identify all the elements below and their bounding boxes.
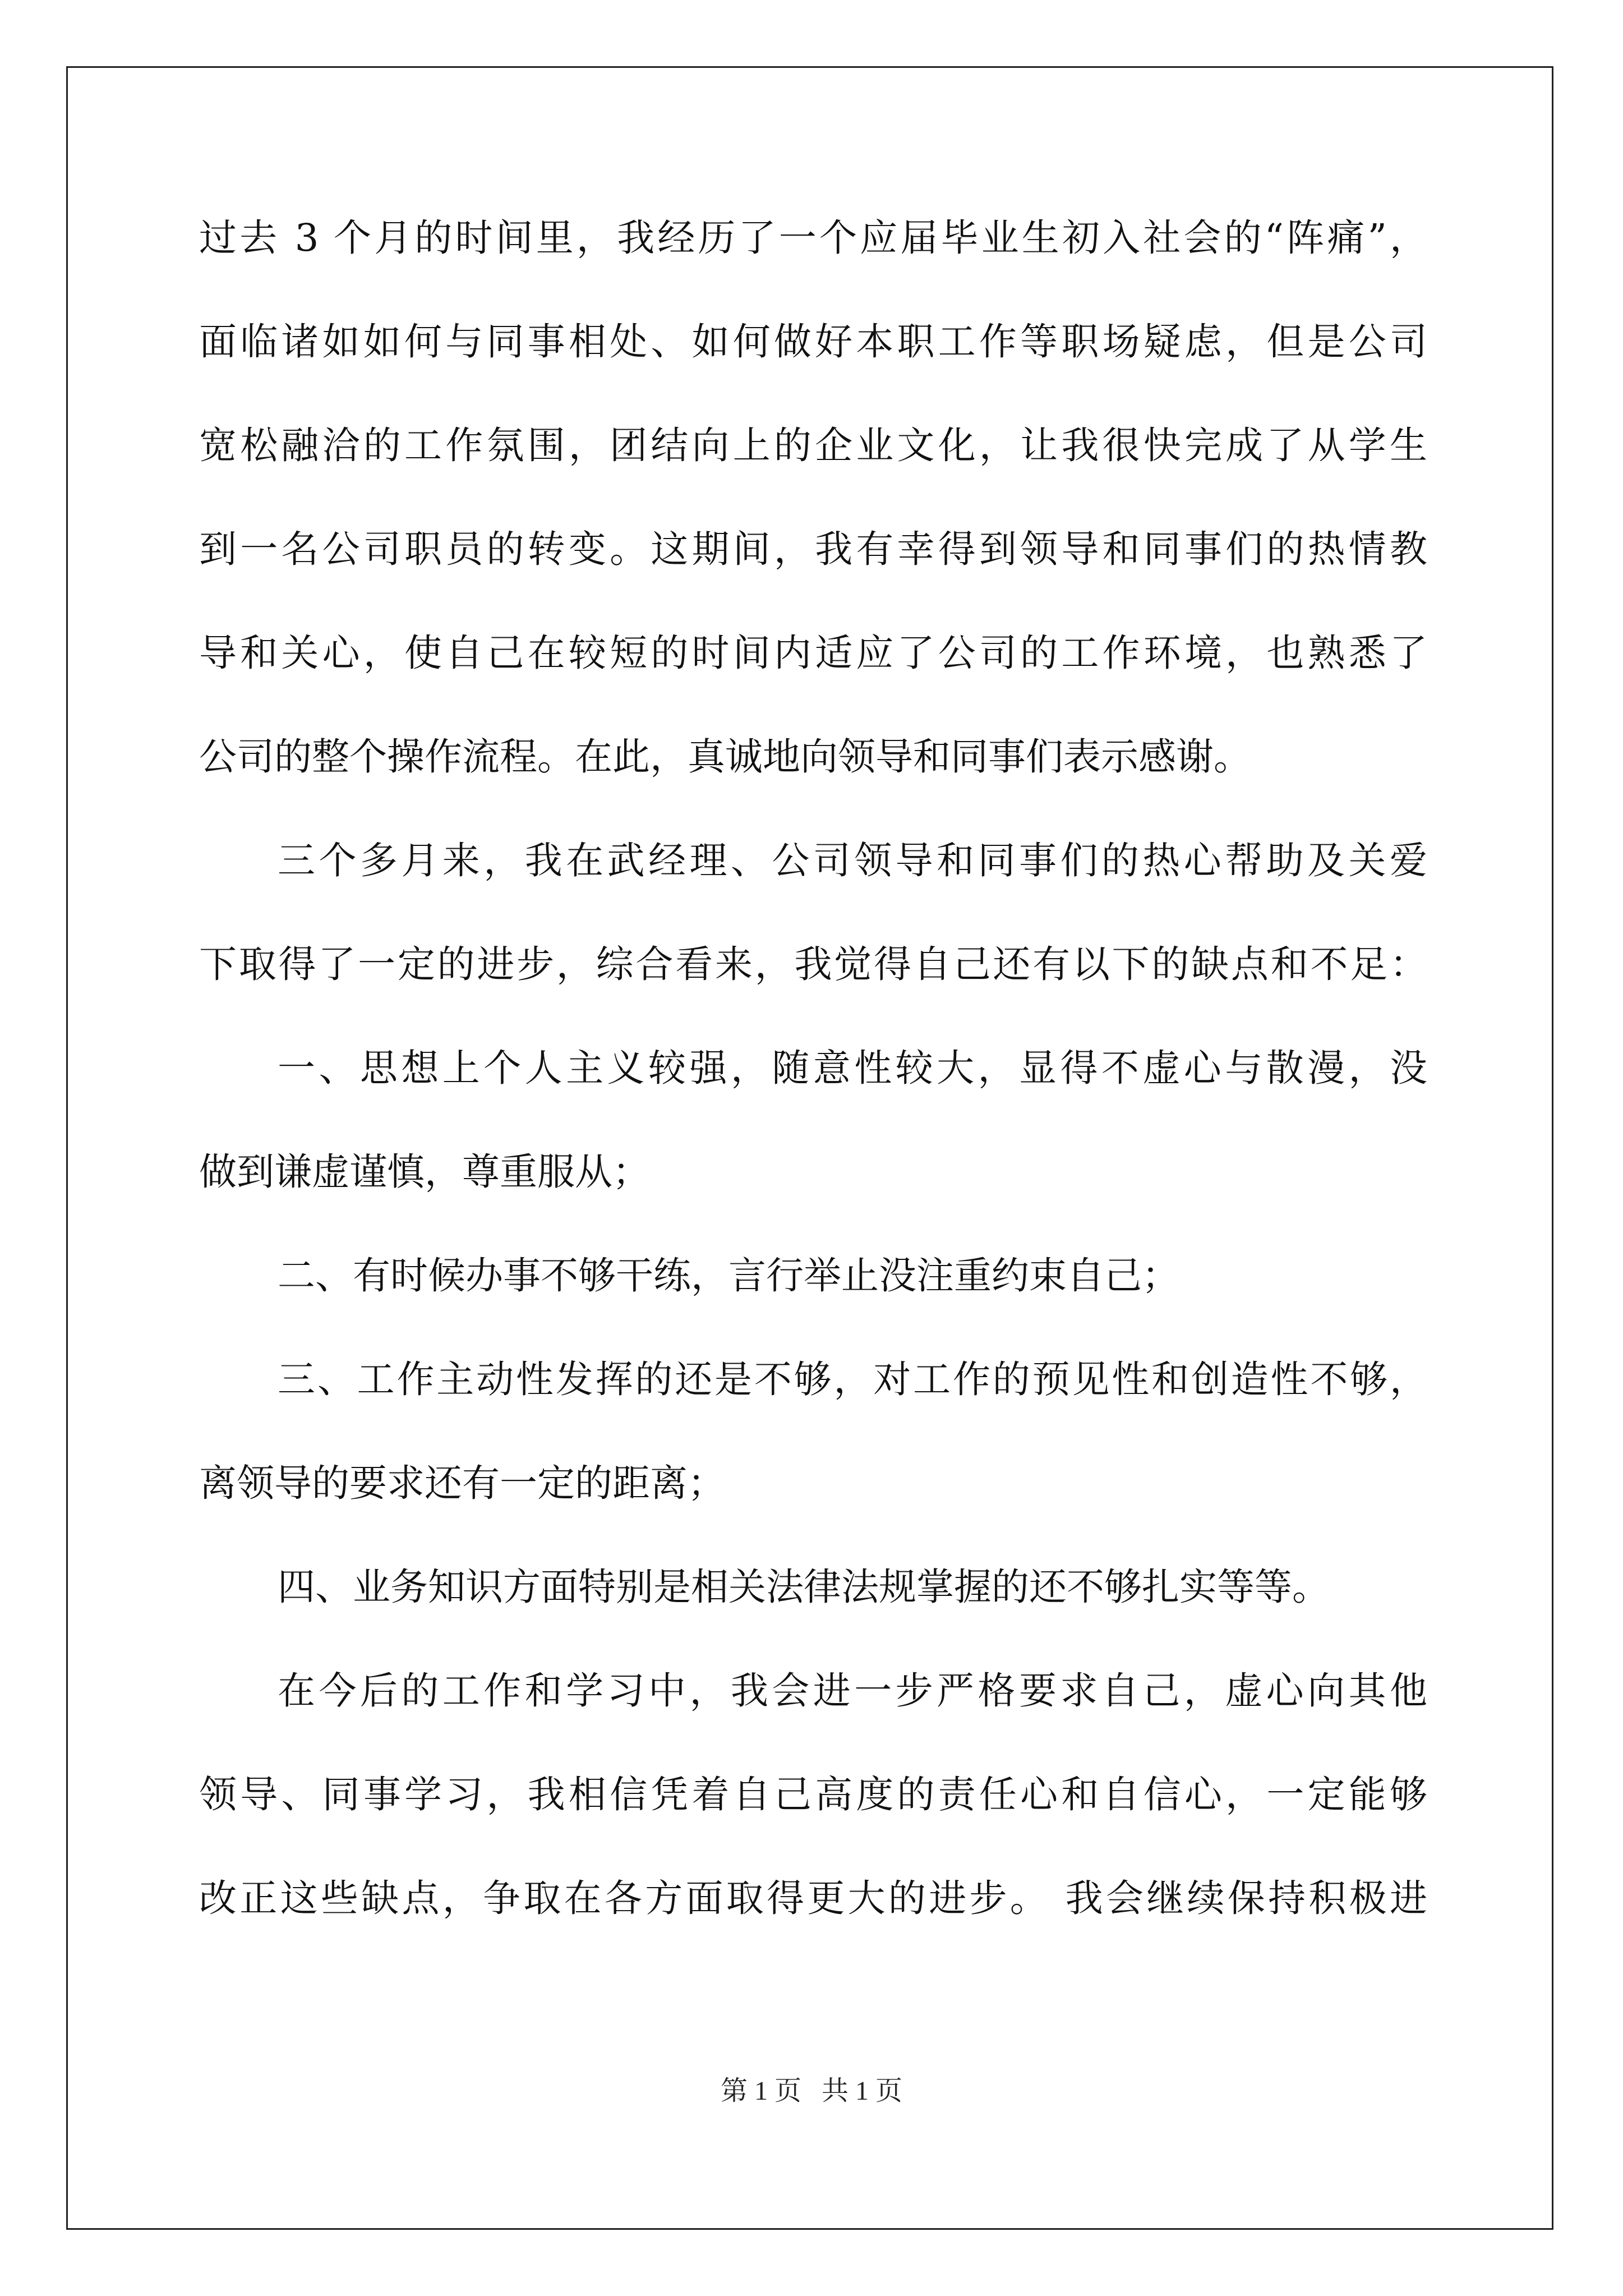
paragraph-line-14: 四、业务知识方面特别是相关法律法规掌握的还不够扎实等等。 (278, 1565, 1330, 1609)
paragraph-line-7: 三个多月来，我在武经理、公司领导和同事们的热心帮助及关爱 (278, 839, 1427, 882)
paragraph-line-17: 改正这些缺点，争取在各方面取得更大的进步。 我会继续保持积极进 (199, 1876, 1427, 1920)
paragraph-line-13: 离领导的要求还有一定的距离； (199, 1461, 725, 1505)
paragraph-line-6: 公司的整个操作流程。在此，真诚地向领导和同事们表示感谢。 (199, 735, 1251, 779)
page-footer: 第 1 页 共 1 页 (720, 2076, 902, 2106)
document-body (199, 204, 1427, 1968)
paragraph-line-16: 领导、同事学习，我相信凭着自己高度的责任心和自信心，一定能够 (199, 1773, 1427, 1816)
paragraph-line-5: 导和关心，使自己在较短的时间内适应了公司的工作环境，也熟悉了 (199, 631, 1427, 675)
paragraph-line-8: 下取得了一定的进步，综合看来，我觉得自己还有以下的缺点和不足： (199, 942, 1427, 986)
paragraph-line-11: 二、有时候办事不够干练，言行举止没注重约束自己； (278, 1254, 1179, 1297)
paragraph-line-3: 宽松融洽的工作氛围，团结向上的企业文化，让我很快完成了从学生 (199, 424, 1427, 467)
paragraph-line-2: 面临诸如如何与同事相处、如何做好本职工作等职场疑虑，但是公司 (199, 320, 1427, 364)
paragraph-line-15: 在今后的工作和学习中，我会进一步严格要求自己，虚心向其他 (278, 1669, 1427, 1713)
paragraph-line-9: 一、思想上个人主义较强，随意性较大，显得不虚心与散漫，没 (278, 1046, 1427, 1090)
paragraph-line-10: 做到谦虚谨慎，尊重服从； (199, 1150, 650, 1194)
paragraph-line-4: 到一名公司职员的转变。这期间，我有幸得到领导和同事们的热情教 (199, 527, 1427, 571)
paragraph-line-1: 过去 3 个月的时间里，我经历了一个应届毕业生初入社会的“阵痛”， (199, 216, 1427, 260)
paragraph-line-12: 三、工作主动性发挥的还是不够，对工作的预见性和创造性不够， (278, 1358, 1427, 1401)
